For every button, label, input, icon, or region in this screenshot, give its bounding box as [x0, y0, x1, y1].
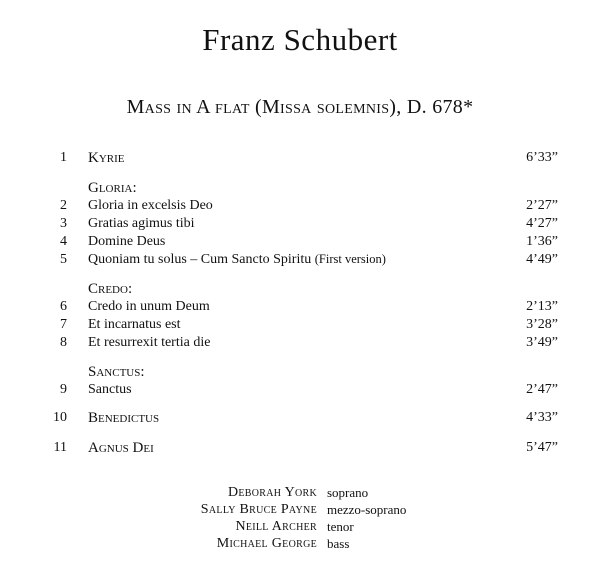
track-duration: 2’13”	[526, 299, 558, 314]
track-title: Gratias agimus tibi	[88, 216, 195, 231]
track-row	[0, 299, 600, 319]
track-number: 11	[53, 440, 67, 455]
performer-role: bass	[327, 536, 350, 551]
track-duration: 5’47”	[526, 440, 558, 455]
performer-row	[0, 519, 600, 537]
performer-row	[0, 502, 600, 520]
track-row	[0, 382, 600, 402]
track-duration: 4’33”	[526, 410, 558, 425]
track-title: Benedictus	[88, 410, 160, 426]
track-title: Gloria in excelsis Deo	[88, 198, 213, 213]
track-row	[0, 198, 600, 218]
performer-name: Sally Bruce Payne	[200, 502, 317, 517]
track-row	[0, 216, 600, 236]
track-title-main: Quoniam tu solus – Cum Sancto Spiritu	[88, 252, 312, 267]
section-heading-sanctus: Sanctus:	[88, 364, 145, 380]
track-number: 7	[60, 317, 67, 332]
track-row	[0, 234, 600, 254]
track-number: 3	[60, 216, 67, 231]
performer-row	[0, 536, 600, 554]
track-duration: 4’27”	[526, 216, 558, 231]
performer-name: Neill Archer	[235, 519, 317, 534]
track-title: Et incarnatus est	[88, 317, 181, 332]
track-number: 1	[60, 150, 67, 165]
composer-name: Franz Schubert	[202, 22, 398, 57]
track-duration: 2’27”	[526, 198, 558, 213]
track-duration: 6’33”	[526, 150, 558, 165]
performer-name: Michael George	[216, 536, 317, 551]
track-number: 5	[60, 252, 67, 267]
track-duration: 1’36”	[526, 234, 558, 249]
track-row	[0, 317, 600, 337]
track-number: 6	[60, 299, 67, 314]
track-row	[0, 335, 600, 355]
section-heading-credo: Credo:	[88, 281, 133, 297]
track-number: 9	[60, 382, 67, 397]
track-title: Et resurrexit tertia die	[88, 335, 211, 350]
track-title: Domine Deus	[88, 234, 166, 249]
performer-role: soprano	[327, 485, 369, 500]
track-title: Kyrie	[88, 150, 125, 166]
track-number: 2	[60, 198, 67, 213]
track-duration: 2’47”	[526, 382, 558, 397]
track-number: 4	[60, 234, 67, 249]
track-duration: 3’28”	[526, 317, 558, 332]
performer-row	[0, 485, 600, 503]
performer-role: tenor	[327, 519, 354, 534]
track-version-note: (First version)	[314, 252, 386, 266]
work-title: Mass in A flat (Missa solemnis), D. 678*	[126, 96, 474, 118]
track-duration: 4’49”	[526, 252, 558, 267]
section-heading-gloria: Gloria:	[88, 180, 137, 196]
track-row	[0, 410, 600, 430]
track-title: Sanctus	[88, 382, 132, 397]
track-number: 10	[53, 410, 67, 425]
track-title: Agnus Dei	[88, 440, 154, 456]
track-row	[0, 440, 600, 460]
track-title	[88, 252, 386, 268]
track-title: Credo in unum Deum	[88, 299, 210, 314]
track-row	[0, 150, 600, 170]
performer-name: Deborah York	[227, 485, 317, 500]
track-duration: 3’49”	[526, 335, 558, 350]
track-row	[0, 252, 600, 272]
performer-role: mezzo-soprano	[327, 502, 407, 517]
track-number: 8	[60, 335, 67, 350]
